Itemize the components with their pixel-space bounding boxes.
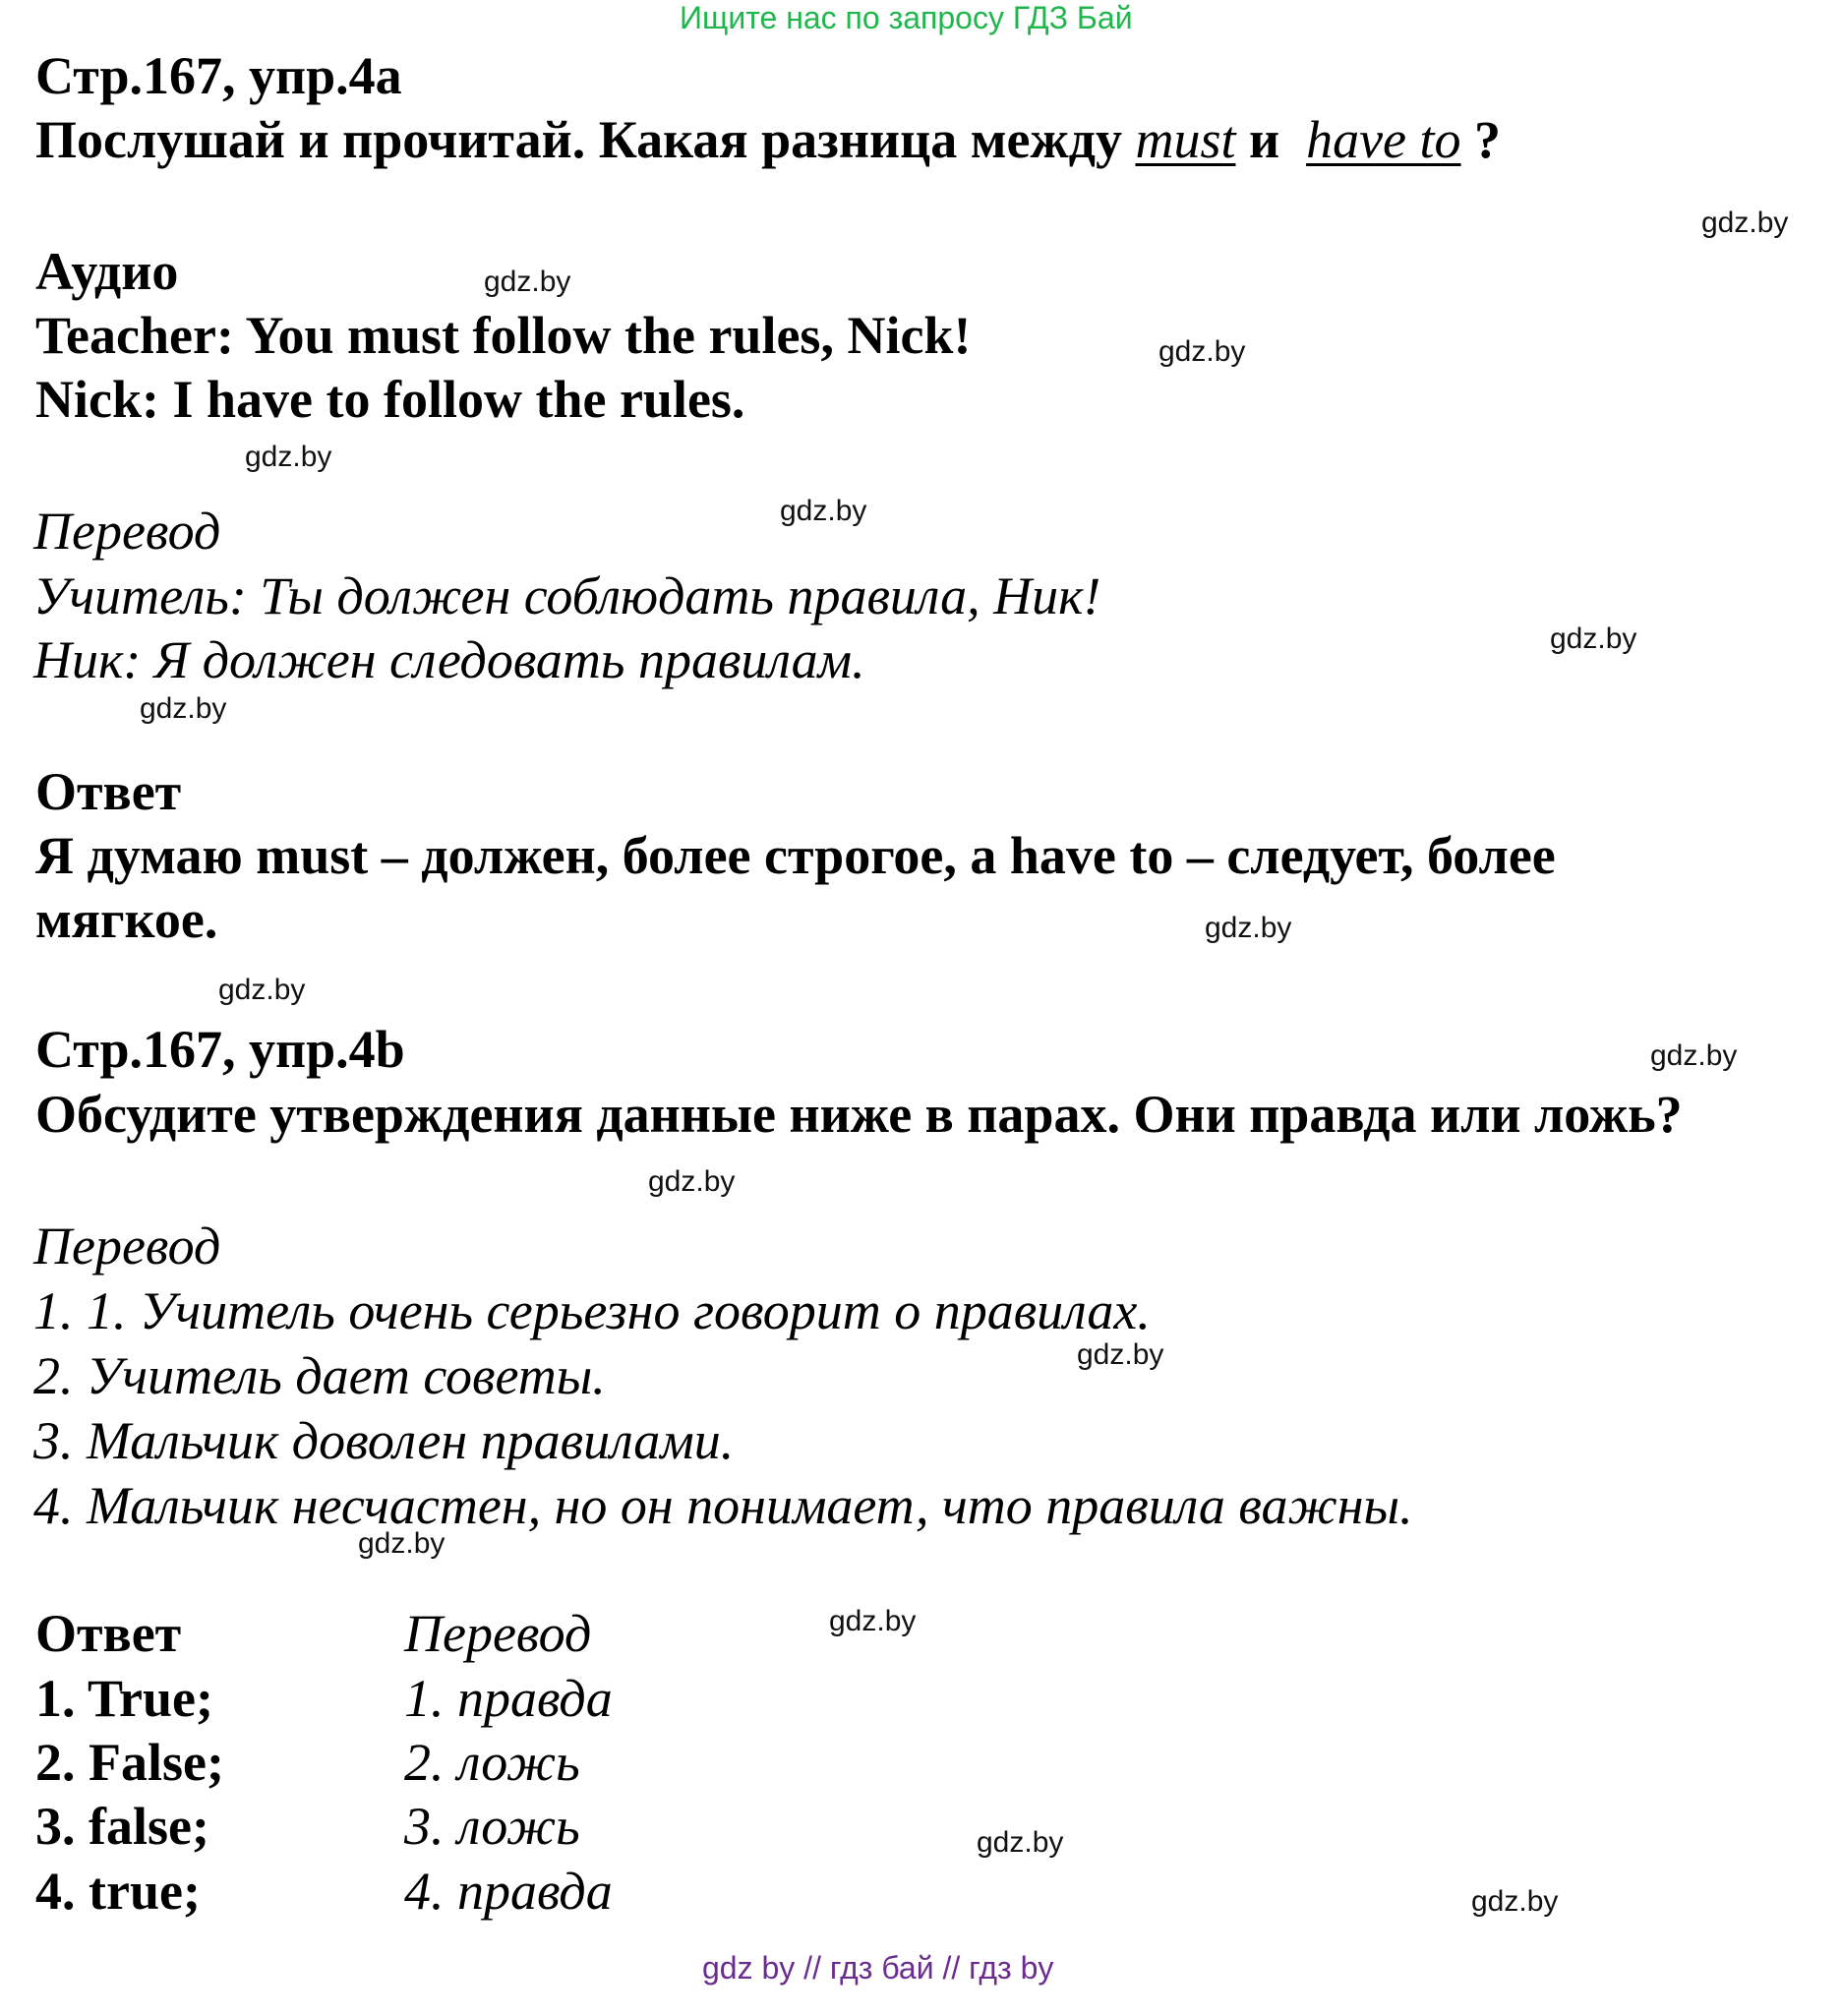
answer-item: 4. true; bbox=[35, 1862, 201, 1921]
answer-translated: 2. ложь bbox=[404, 1733, 580, 1792]
section-b-title: Стр.167, упр.4b bbox=[35, 1020, 405, 1079]
watermark: gdz.by bbox=[484, 266, 571, 298]
watermark: gdz.by bbox=[1650, 1039, 1738, 1072]
watermark: gdz.by bbox=[1550, 623, 1637, 655]
audio-heading: Аудио bbox=[35, 242, 179, 301]
watermark: gdz.by bbox=[1205, 912, 1292, 944]
watermark: gdz.by bbox=[358, 1527, 445, 1560]
answer-translated: 1. правда bbox=[404, 1669, 613, 1728]
instruction-question-mark: ? bbox=[1474, 110, 1502, 169]
watermark: gdz.by bbox=[245, 441, 332, 473]
watermark: gdz.by bbox=[977, 1826, 1064, 1859]
statement: 1. 1. Учитель очень серьезно говорит о правилах. bbox=[33, 1281, 1151, 1340]
section-a-title: Стр.167, упр.4a bbox=[35, 46, 402, 105]
translation-heading: Перевод bbox=[33, 502, 221, 561]
term-must: must bbox=[1135, 110, 1236, 169]
section-a-instruction bbox=[35, 107, 1501, 172]
instruction-prefix: Послушай и прочитай. Какая разница между bbox=[35, 110, 1122, 169]
watermark: gdz.by bbox=[1701, 207, 1789, 239]
answer-translated: 3. ложь bbox=[404, 1797, 580, 1856]
audio-line: Teacher: You must follow the rules, Nick! bbox=[35, 306, 972, 365]
term-have-to: have to bbox=[1306, 110, 1461, 169]
section-b-instruction: Обсудите утверждения данные ниже в парах. Они правда или ложь? bbox=[35, 1085, 1683, 1144]
watermark: gdz.by bbox=[780, 495, 867, 527]
statement: 4. Мальчик несчастен, но он понимает, что правила важны. bbox=[33, 1476, 1413, 1535]
answer-translated: 4. правда bbox=[404, 1862, 613, 1921]
answer-translation-heading: Перевод bbox=[404, 1604, 592, 1663]
watermark: gdz.by bbox=[140, 692, 227, 725]
answer-heading: Ответ bbox=[35, 1604, 182, 1663]
translation-line: Ник: Я должен следовать правилам. bbox=[33, 630, 865, 689]
watermark: gdz.by bbox=[829, 1605, 917, 1637]
answer-item: 1. True; bbox=[35, 1669, 213, 1728]
answer-item: 3. false; bbox=[35, 1797, 209, 1856]
instruction-conj: и bbox=[1248, 110, 1280, 169]
statement: 3. Мальчик доволен правилами. bbox=[33, 1411, 735, 1470]
top-banner[interactable]: Ищите нас по запросу ГДЗ Бай bbox=[680, 0, 1133, 35]
statement: 2. Учитель дает советы. bbox=[33, 1346, 606, 1405]
watermark: gdz.by bbox=[1077, 1338, 1164, 1371]
translation-heading: Перевод bbox=[33, 1216, 221, 1275]
footer-banner[interactable]: gdz by // гдз бай // гдз by bbox=[702, 1950, 1054, 1986]
watermark: gdz.by bbox=[1158, 335, 1246, 368]
answer-heading: Ответ bbox=[35, 762, 182, 821]
answer-line: мягкое. bbox=[35, 890, 218, 949]
watermark: gdz.by bbox=[648, 1165, 736, 1198]
answer-line: Я думаю must – должен, более строгое, а have to – следует, более bbox=[35, 826, 1556, 885]
audio-line: Nick: I have to follow the rules. bbox=[35, 370, 745, 429]
answer-item: 2. False; bbox=[35, 1733, 224, 1792]
watermark: gdz.by bbox=[1471, 1885, 1559, 1918]
translation-line: Учитель: Ты должен соблюдать правила, Ник! bbox=[33, 566, 1101, 625]
watermark: gdz.by bbox=[218, 974, 306, 1006]
